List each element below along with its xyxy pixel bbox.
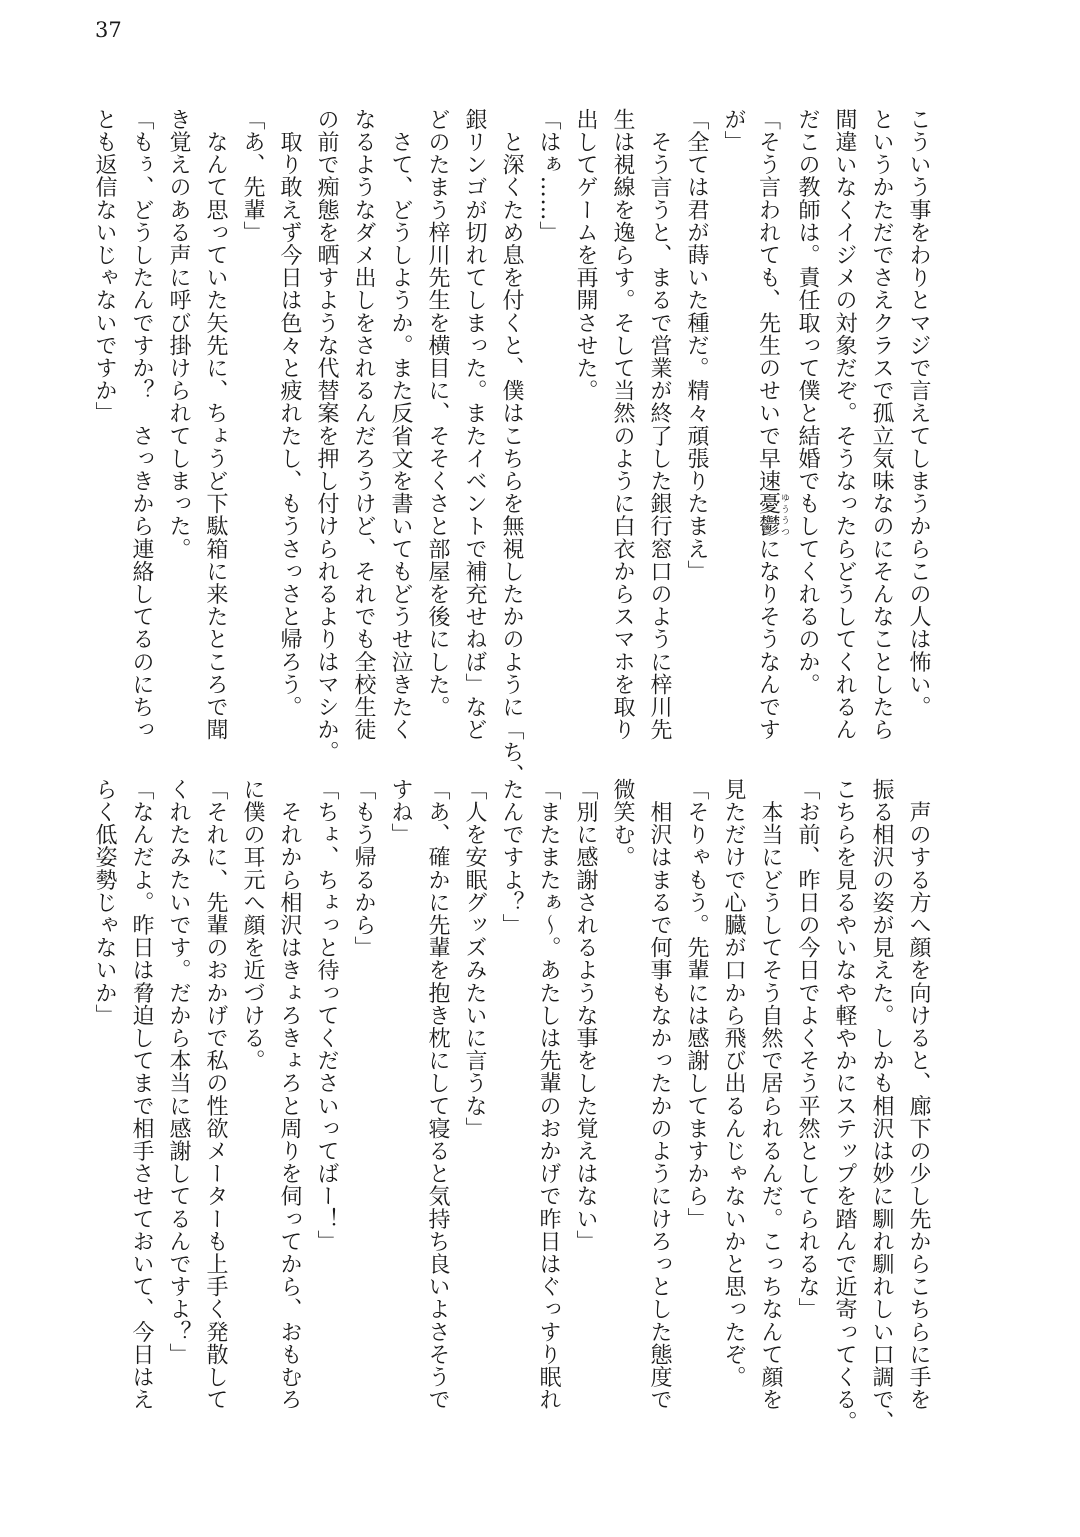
- text-line: の前で痴態を晒すような代替案を押し付けられるよりはマシか。: [314, 108, 339, 764]
- text-line: だこの教師は。責任取って僕と結婚でもしてくれるのか。: [795, 108, 820, 696]
- page-number: 37: [95, 18, 122, 42]
- text-line: 「それに、先輩のおかげで私の性欲メーターも上手く発散して: [203, 778, 228, 1411]
- text-segment: になりそうなんです: [755, 537, 781, 741]
- text-line: こちらを見るやいなや軽やかにステップを踏んで近寄ってくる。: [832, 778, 857, 1434]
- text-block-bottom: [86, 778, 937, 1438]
- text-line: 本当にどうしてそう自然で居られるんだ。こっちなんて顔を: [758, 778, 783, 1411]
- text-line: 間違いなくイジメの対象だぞ。そうなったらどうしてくれるん: [832, 108, 857, 741]
- text-line: 見ただけで心臓が口から飛び出るんじゃないかと思ったぞ。: [721, 778, 746, 1389]
- ruby-reading: ゆううつ: [779, 492, 789, 538]
- text-line: が」: [721, 108, 746, 154]
- text-line: 「人を安眠グッズみたいに言うな」: [462, 778, 487, 1140]
- ruby-word: [755, 492, 789, 538]
- text-segment: 「そう言われても、先生のせいで早速: [755, 108, 781, 493]
- text-line: 「あ、確かに先輩を抱き枕にして寝ると気持ち良いよさそうで: [425, 778, 450, 1411]
- text-line: に僕の耳元へ顔を近づける。: [240, 778, 265, 1072]
- text-block-top: [86, 108, 937, 786]
- text-line: 「そりゃもう。先輩には感謝してますから」: [684, 778, 709, 1230]
- text-line: 出してゲームを再開させた。: [573, 108, 598, 402]
- text-line: なんて思っていた矢先に、ちょうど下駄箱に来たところで聞: [203, 108, 228, 741]
- text-line: とも返信ないじゃないですか」: [92, 108, 117, 425]
- ruby-base: 憂鬱: [755, 492, 781, 538]
- text-line: すね」: [388, 778, 413, 846]
- text-line: それから相沢はきょろきょろと周りを伺ってから、おもむろ: [277, 778, 302, 1411]
- text-line: くれたみたいです。だから本当に感謝してるんですよ？」: [166, 778, 191, 1366]
- text-line: 「はぁ……」: [536, 108, 561, 244]
- text-line: なるようなダメ出しをされるんだろうけど、それでも全校生徒: [351, 108, 376, 741]
- text-line: 微笑む。: [610, 778, 635, 869]
- text-line: 「もう帰るから」: [351, 778, 376, 959]
- text-line: 「またまたぁ～。あたしは先輩のおかげで昨日はぐっすり眠れ: [536, 778, 561, 1411]
- text-line: らく低姿勢じゃないか」: [92, 778, 117, 1027]
- text-line: 「別に感謝されるような事をした覚えはない」: [573, 778, 598, 1253]
- text-line: 銀リンゴが切れてしまった。またイベントで補充せねば」など: [462, 108, 487, 741]
- text-line: さて、どうしようか。また反省文を書いてもどうせ泣きたく: [388, 108, 413, 741]
- text-line: と深くため息を付くと、僕はこちらを無視したかのように「ち、: [499, 108, 524, 786]
- text-line: というかただでさえクラスで孤立気味なのにそんなことしたら: [869, 108, 894, 741]
- text-line: そう言うと、まるで営業が終了した銀行窓口のように梓川先: [647, 108, 672, 741]
- text-line: 生は視線を逸らす。そして当然のように白衣からスマホを取り: [610, 108, 635, 741]
- text-line: たんですよ？」: [499, 778, 524, 937]
- text-line: 声のする方へ顔を向けると、廊下の少し先からこちらに手を: [906, 778, 931, 1411]
- text-line: どのたまう梓川先生を横目に、そそくさと部屋を後にした。: [425, 108, 450, 719]
- text-line: 「お前、昨日の今日でよくそう平然としてられるな」: [795, 778, 820, 1321]
- text-line: 振る相沢の姿が見えた。しかも相沢は妙に馴れ馴れしい口調で、: [869, 778, 894, 1434]
- text-line: 「なんだよ。昨日は脅迫してまで相手させておいて、今日はえ: [129, 778, 154, 1411]
- text-line: 「もぅ、どうしたんですか？ さっきから連絡してるのにちっ: [129, 108, 154, 741]
- text-line: [752, 108, 789, 768]
- text-line: 取り敢えず今日は色々と疲れたし、もうさっさと帰ろう。: [277, 108, 302, 719]
- text-line: き覚えのある声に呼び掛けられてしまった。: [166, 108, 191, 560]
- text-line: 「あ、先輩」: [240, 108, 265, 244]
- text-line: 「ちょ、ちょっと待ってくださいってばー！」: [314, 778, 339, 1253]
- text-line: こういう事をわりとマジで言えてしまうからこの人は怖い。: [906, 108, 931, 719]
- text-line: 「全ては君が蒔いた種だ。精々頑張りたまえ」: [684, 108, 709, 583]
- text-line: 相沢はまるで何事もなかったかのようにけろっとした態度で: [647, 778, 672, 1411]
